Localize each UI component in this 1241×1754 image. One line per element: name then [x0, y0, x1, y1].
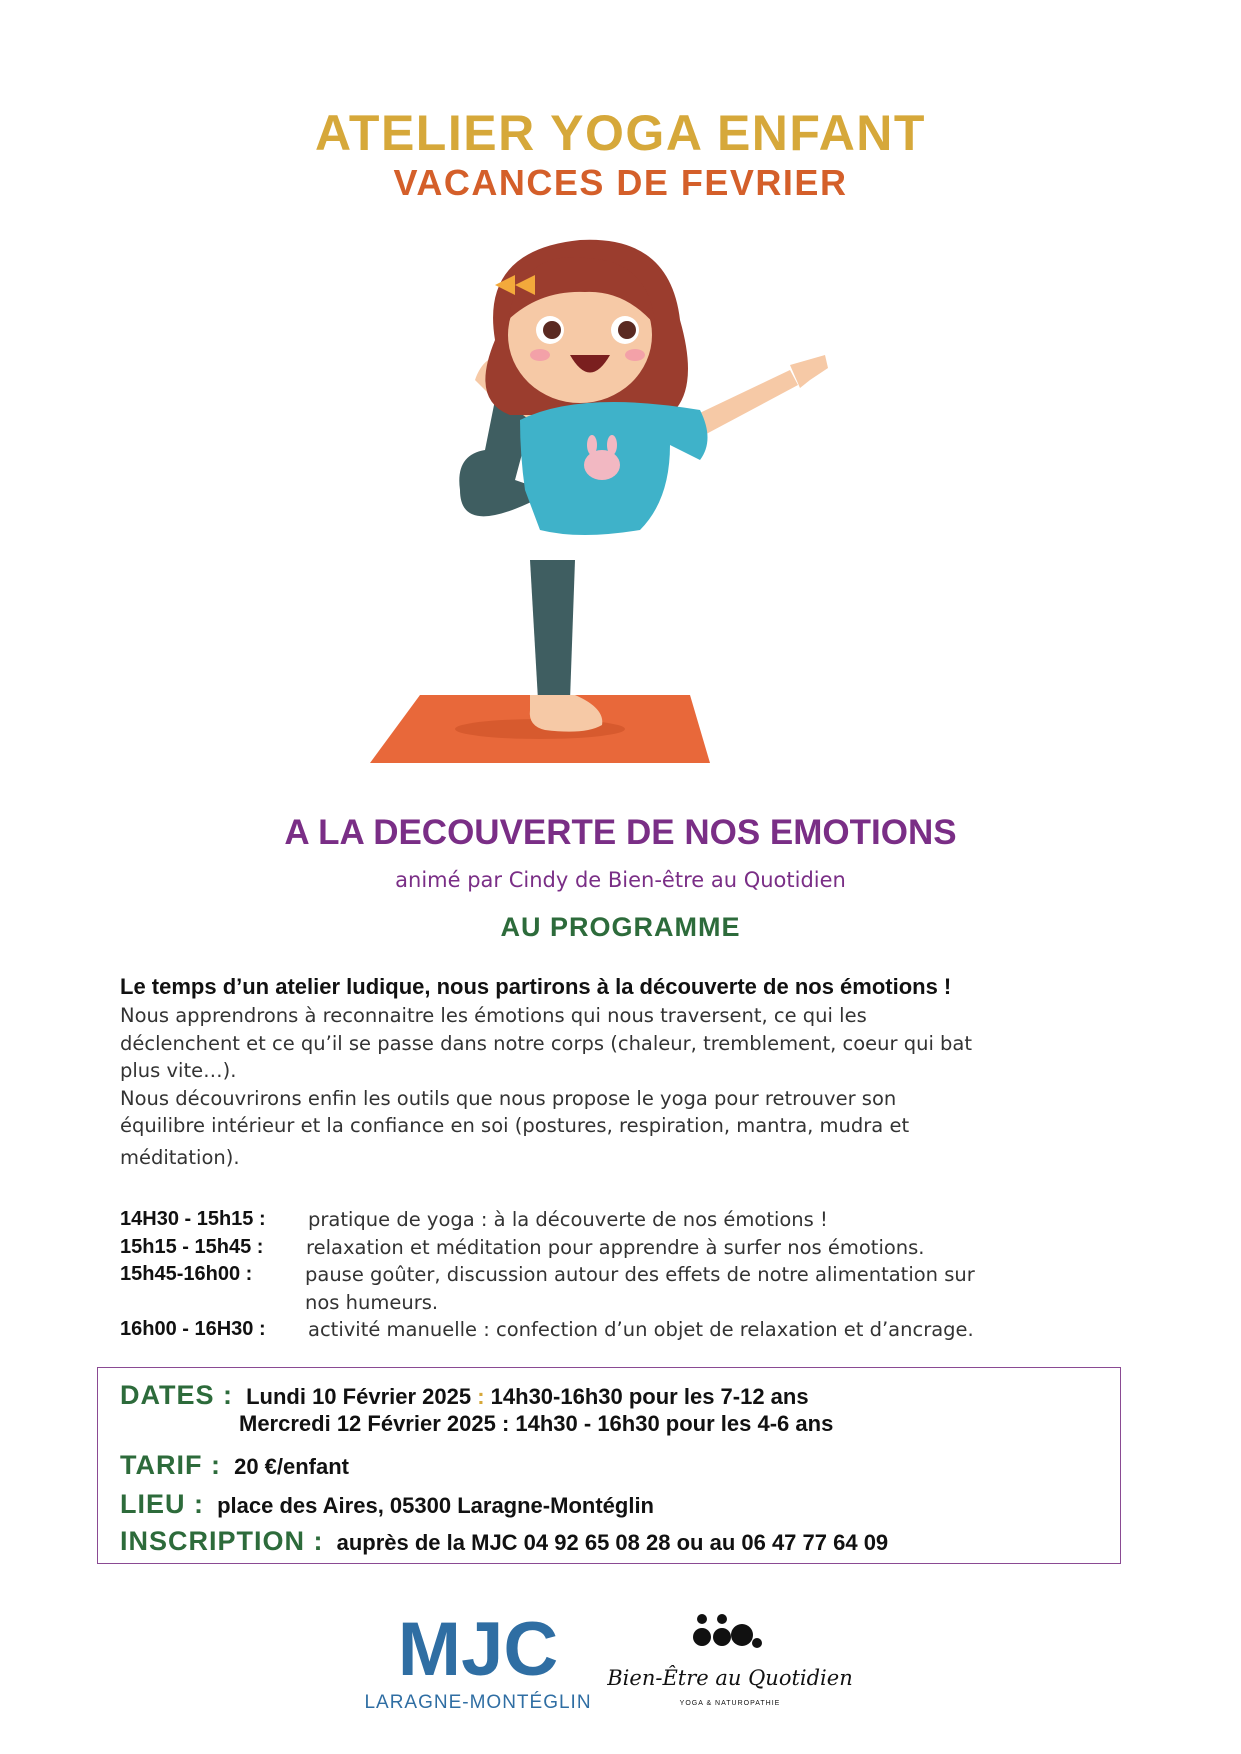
intro-paragraph-line: déclenchent et ce qu’il se passe dans notre corps (chaleur, tremblement, coeur qui bat [120, 1031, 973, 1055]
bien-etre-logo-text: Bien-Être au Quotidien [607, 1666, 853, 1690]
schedule-row [120, 1234, 1160, 1262]
lieu-row [120, 1489, 654, 1520]
schedule-desc: activité manuelle : confection d’un objet de relaxation et d’ancrage. [308, 1318, 974, 1341]
schedule-row [120, 1316, 1160, 1344]
dates-label: DATES : [120, 1380, 233, 1410]
footer-logos [0, 1605, 1241, 1715]
schedule-time: 15h45-16h00 : [120, 1263, 253, 1285]
schedule-desc: pratique de yoga : à la découverte de nos émotions ! [308, 1208, 828, 1231]
schedule-row [120, 1289, 1160, 1317]
intro-paragraph-line: plus vite…). [120, 1059, 237, 1082]
schedule-desc-continued: nos humeurs. [305, 1290, 439, 1314]
bien-etre-logo-subtext: YOGA & NATUROPATHIE [679, 1700, 781, 1707]
schedule-desc: pause goûter, discussion autour des effets de notre alimentation sur [305, 1263, 975, 1286]
intro-paragraph-line: Nous découvrirons enfin les outils que nous propose le yoga pour retrouver son [120, 1086, 897, 1110]
mjc-logo-subtext: LARAGNE-MONTÉGLIN [364, 1692, 592, 1713]
tarif-label: TARIF : [120, 1450, 221, 1480]
inscription-value: auprès de la MJC 04 92 65 08 28 ou au 06 47 77 64 09 [336, 1530, 889, 1555]
mjc-logo-text: MJC [397, 1607, 559, 1692]
intro-text [120, 974, 1140, 1171]
intro-bold-line: Le temps d’un atelier ludique, nous partirons à la découverte de nos émotions ! [120, 974, 952, 999]
inscription-row [120, 1526, 888, 1557]
bien-etre-logo [590, 1605, 870, 1715]
animator-line: animé par Cindy de Bien-être au Quotidien [395, 868, 846, 892]
schedule-time: 16h00 - 16H30 : [120, 1318, 266, 1340]
dates-row [120, 1380, 809, 1411]
intro-paragraph-line: méditation). [120, 1145, 240, 1169]
schedule-time: 14H30 - 15h15 : [120, 1208, 266, 1230]
info-box [97, 1367, 1121, 1564]
lieu-label: LIEU : [120, 1489, 204, 1519]
date2-row [239, 1411, 833, 1437]
schedule-row [120, 1206, 1160, 1234]
schedule-desc: relaxation et méditation pour apprendre à surfer nos émotions. [306, 1235, 925, 1259]
schedule-list [120, 1206, 1160, 1344]
intro-paragraph-line: équilibre intérieur et la confiance en soi (postures, respiration, mantra, mudra et [120, 1114, 910, 1137]
mjc-logo [364, 1605, 592, 1715]
intro-paragraph-line: Nous apprendrons à reconnaitre les émotions qui nous traversent, ce qui les [120, 1004, 867, 1027]
tarif-value: 20 €/enfant [234, 1454, 350, 1479]
page-subtitle: VACANCES DE FEVRIER [393, 162, 848, 203]
date1-time: 14h30-16h30 pour les 7-12 ans [490, 1384, 809, 1409]
schedule-time: 15h15 - 15h45 : [120, 1235, 264, 1258]
programme-label: AU PROGRAMME [500, 912, 741, 942]
schedule-row [120, 1261, 1160, 1289]
lieu-value: place des Aires, 05300 Laragne-Montéglin [217, 1493, 654, 1518]
date1-separator: : [471, 1384, 491, 1409]
page-title: ATELIER YOGA ENFANT [315, 105, 926, 161]
yoga-girl-illustration [370, 240, 870, 765]
section-heading: A LA DECOUVERTE DE NOS EMOTIONS [284, 813, 957, 852]
tarif-row [120, 1450, 349, 1481]
bien-etre-logo-mark [693, 1614, 762, 1648]
date1-day: Lundi 10 Février 2025 [246, 1384, 472, 1409]
date2-value: Mercredi 12 Février 2025 : 14h30 - 16h30 pour les 4-6 ans [239, 1411, 834, 1436]
inscription-label: INSCRIPTION : [120, 1526, 324, 1556]
